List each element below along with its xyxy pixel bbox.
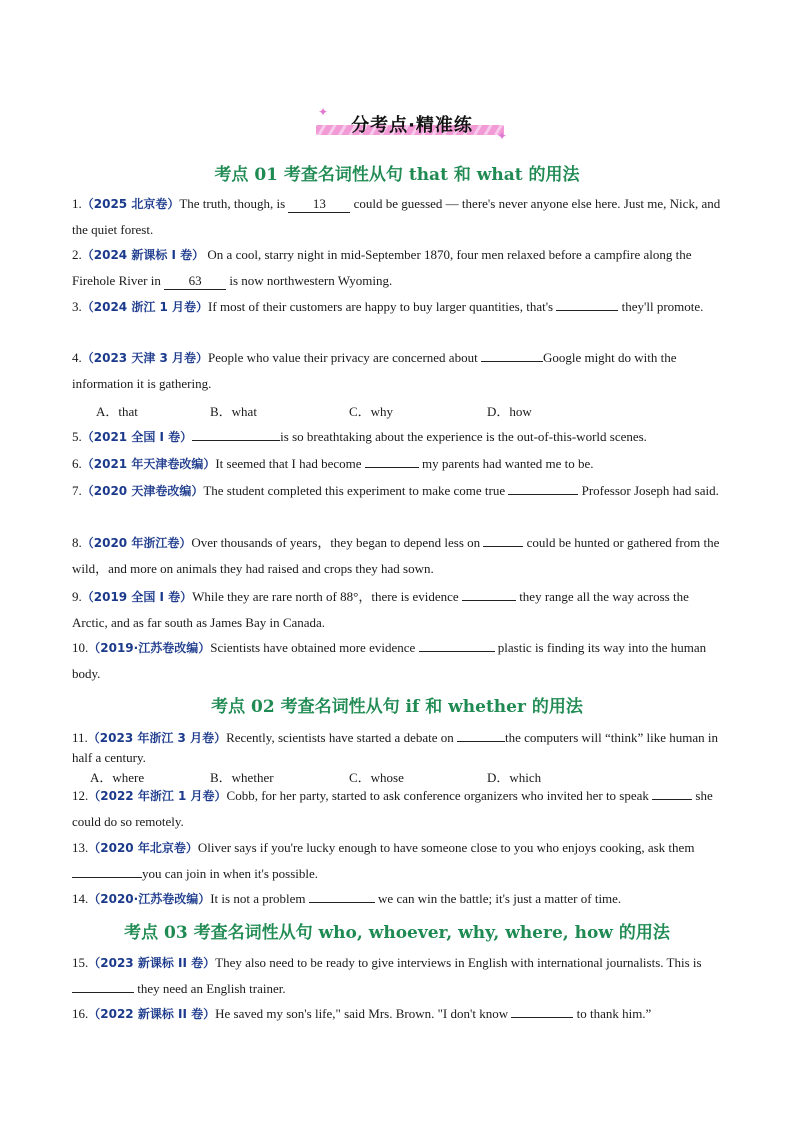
- question-item: 1.（2025 北京卷）The truth, though, is 13 could be guessed — there's never anyone else here. Just me, Nick, and the quiet forest.: [72, 196, 721, 237]
- question-source: （2021 年天津卷改编）: [81, 457, 216, 471]
- question-source: （2023 年浙江 3 月卷）: [87, 731, 227, 745]
- option-a[interactable]: A．where: [90, 770, 145, 785]
- question-source: （2024 浙江 1 月卷）: [81, 300, 209, 314]
- sparkle-icon: ✦: [318, 105, 329, 119]
- question-source: （2021 全国 I 卷）: [81, 430, 193, 444]
- option-c[interactable]: C．why: [349, 404, 394, 419]
- question-item: 15.（2023 新课标 II 卷）They also need to be ready to give interviews in English with international journalists. This is they need an English trainer.: [72, 955, 702, 996]
- question-source: （2022 年浙江 1 月卷）: [88, 789, 227, 803]
- section-banner: [312, 105, 512, 142]
- question-item: 6.（2021 年天津卷改编）It seemed that I had become my parents had wanted me to be.: [72, 451, 724, 477]
- question-item: 16.（2022 新课标 II 卷）He saved my son's life," said Mrs. Brown. "I don't know to thank him.”: [72, 1001, 724, 1027]
- question-source: （2023 天津 3 月卷）: [81, 351, 209, 365]
- section-title: 考点 02 考查名词性从句 if 和 whether 的用法: [211, 697, 583, 717]
- answer-blank[interactable]: [556, 294, 618, 311]
- section-title: 考点 03 考查名词性从句 who, whoever, why, where, how 的用法: [124, 923, 670, 943]
- answer-blank[interactable]: [419, 635, 495, 652]
- question-item: 12.（2022 年浙江 1 月卷）Cobb, for her party, started to ask conference organizers who invited her to speak she could do so remotely.: [72, 783, 724, 835]
- question-source: （2020 年浙江卷）: [81, 536, 192, 550]
- question-item: 14.（2020·江苏卷改编）It is not a problem we can win the battle; it's just a matter of time.: [72, 886, 724, 912]
- question-source: （2019 全国 I 卷）: [81, 590, 193, 604]
- question-source: （2024 新课标 I 卷）: [81, 248, 205, 262]
- answer-blank[interactable]: [462, 584, 516, 601]
- answer-blank[interactable]: [72, 976, 134, 993]
- option-d[interactable]: D．which: [487, 770, 542, 785]
- question-item: 10.（2019·江苏卷改编）Scientists have obtained more evidence plastic is finding its way into the human body.: [72, 635, 724, 687]
- option-a[interactable]: A．that: [96, 404, 138, 419]
- option-c[interactable]: C．whose: [349, 770, 404, 785]
- question-source: （2025 北京卷）: [81, 197, 180, 211]
- question-source: （2019·江苏卷改编）: [88, 641, 211, 655]
- answer-blank[interactable]: 13: [288, 196, 350, 213]
- answer-blank[interactable]: [511, 1001, 573, 1018]
- question-item: 9.（2019 全国 I 卷）While they are rare north of 88°，there is evidence they range all the way across the Arctic, and as far south as James Bay in Canada.: [72, 584, 724, 636]
- answer-blank[interactable]: [508, 478, 578, 495]
- option-b[interactable]: B．whether: [210, 770, 274, 785]
- question-source: （2022 新课标 II 卷）: [88, 1007, 216, 1021]
- answer-blank[interactable]: [652, 783, 692, 800]
- answer-blank[interactable]: 63: [164, 273, 226, 290]
- answer-blank[interactable]: [309, 886, 375, 903]
- question-item: 3.（2024 浙江 1 月卷）If most of their customers are happy to buy larger quantities, that's they'll promote.: [72, 294, 724, 320]
- answer-blank[interactable]: [457, 725, 505, 742]
- option-b[interactable]: B．what: [210, 404, 257, 419]
- section-title: 考点 01 考查名词性从句 that 和 what 的用法: [214, 165, 580, 185]
- question-item: 13.（2020 年北京卷）Oliver says if you're lucky enough to have someone close to you who enjoys cooking, ask them you can join in when it's possible.: [72, 840, 695, 881]
- question-item: 5.（2021 全国 I 卷） is so breathtaking about the experience is the out-of-this-world scenes.: [72, 424, 724, 450]
- answer-blank[interactable]: [365, 451, 419, 468]
- sparkle-icon: ✦: [497, 129, 508, 143]
- question-item: 11.（2023 年浙江 3 月卷）Recently, scientists have started a debate on the computers will “think” like human in half a century.: [72, 725, 724, 768]
- banner-title: 分考点·精准练: [351, 115, 473, 136]
- question-item: 8.（2020 年浙江卷）Over thousands of years，they began to depend less on could be hunted or gathered from the wild，and more on animals they had raised and crops they had sown.: [72, 530, 724, 582]
- question-item: 7.（2020 天津卷改编）The student completed this experiment to make come true Professor Joseph had said.: [72, 478, 724, 504]
- question-source: （2020 年北京卷）: [88, 841, 198, 855]
- question-item: 4.（2023 天津 3 月卷）People who value their privacy are concerned about Google might do with the information it is gathering.: [72, 345, 724, 397]
- question-source: （2020·江苏卷改编）: [88, 892, 211, 906]
- option-d[interactable]: D．how: [487, 404, 532, 419]
- answer-blank[interactable]: [481, 345, 543, 362]
- question-source: （2023 新课标 II 卷）: [88, 956, 216, 970]
- answer-blank[interactable]: [72, 861, 142, 878]
- question-source: （2020 天津卷改编）: [81, 484, 204, 498]
- question-item: 2.（2024 新课标 I 卷） On a cool, starry night in mid-September 1870, four men relaxed before a campfire along the Firehole River in 63 is now northwestern Wyoming.: [72, 247, 692, 288]
- answer-blank[interactable]: [192, 424, 280, 441]
- answer-blank[interactable]: [483, 530, 523, 547]
